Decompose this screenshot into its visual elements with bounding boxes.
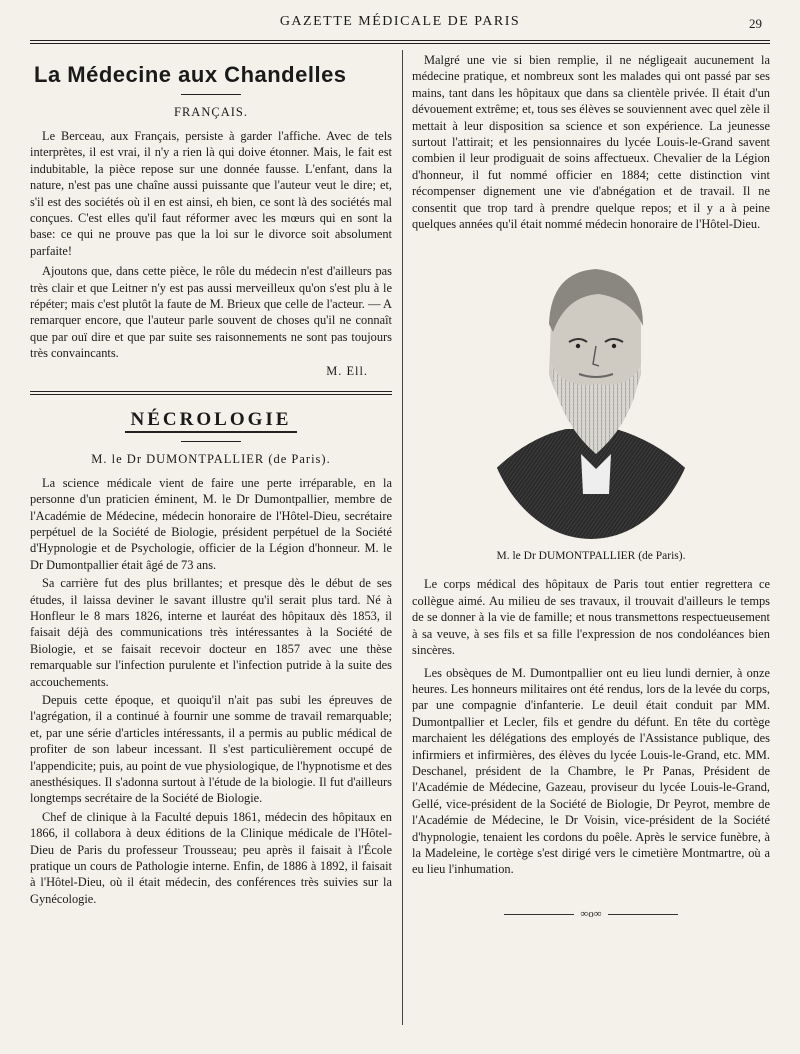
portrait-caption: M. le Dr DUMONTPALLIER (de Paris). [496, 550, 686, 563]
article-paragraph-2: Ajoutons que, dans cette pièce, le rôle du médecin n'est d'ailleurs pas très clair et que Leitner n'y est pas aussi merveilleux qu'on s'est plu à le répéter; mais c'est plutôt la faute de M. Brieux que celle de l'acteur. — A remarquer encore, que l'auteur parle souvent de choses qu'il ne connaît que par ouï dire et que par suite ses raisonnements ne sont pas toujours très convaincants. [30, 264, 392, 361]
page-number: 29 [749, 16, 762, 31]
header-rule [30, 40, 770, 44]
title-rule [181, 94, 241, 95]
ornament-line-right [608, 914, 678, 915]
obituary-paragraph-7: Les obsèques de M. Dumontpallier ont eu lieu lundi dernier, à onze heures. Les honneurs militaires ont été rendus, lors de la levée du corps, par une compagnie d'infanterie. Le deuil était conduit par MM. Dumontpallier et Lecler, fils et gendre du défunt. En tête du cortège marchaient les délégations des employés de l'Assistance publique, des infirmiers et infirmières, des élèves du lycée Louis-le-Grand, etc. MM. Deschanel, président de la Chambre, le Pr Panas, Président de l'Académie de Médecine, Gazeau, proviseur du lycée Louis-le-Grand, Gellé, vice-président de la Société de Biologie, Dr Peyrot, membre de l'Académie de Médecine, le Dr Voisin, vice-président de la Société d'hypnologie, tenaient les cordons du poêle. Après le service funèbre, à la Madeleine, le cortège s'est dirigé vers le cimetière Montmartre, où a eu lieu l'inhumation. [412, 665, 770, 877]
article-signature: M. Ell. [326, 363, 368, 378]
ornament-line-left [504, 914, 574, 915]
obituary-paragraph-2: Sa carrière fut des plus brillantes; et presque dès le début de ses études, il laissa deviner le savant illustre qu'il serait plus tard. Né à Honfleur le 8 mars 1826, interne et lauréat des hôpitaux dès 1853, il faisait déjà des communications très intéressantes à la Société de Biologie, et se faisait recevoir docteur en 1857 avec une thèse remarquable sur l'infection purulente et l'infection putride à la suite des accouchements. [30, 576, 392, 689]
article-paragraph-1: Le Berceau, aux Français, persiste à garder l'affiche. Avec de tels interprètes, il est vrai, il n'y a rien là qui doive étonner. Mais, le fait est indubitable, la pièce repose sur une donnée fausse. L'enfant, dans la nature, n'est pas une chaîne aussi puissante que l'auteur veut le dire; et, s'il est des sociétés où il en est ainsi, eh bien, ce sont là des sociétés mal conçues. C'est elles qu'il faut réformer avec les mœurs qui en sont la base: ce qui ne prouve pas que la loi sur le divorce soit absolument parfaite! [30, 129, 392, 258]
obituary-paragraph-4: Chef de clinique à la Faculté depuis 1861, médecin des hôpitaux en 1866, il collabora à deux éditions de la Clinique médicale de l'Hôtel-Dieu de Paris du professeur Trousseau; peu après il faisait à l'École pratique un cours de Pathologie interne. Enfin, de 1886 à 1892, il faisait à l'Hôtel-Dieu, où il était médecin, des conférences très suivies sur la Gynécologie. [30, 809, 392, 906]
left-column [30, 52, 392, 907]
section-rule [30, 391, 392, 395]
portrait-image [481, 254, 701, 544]
obituary-heading [30, 409, 392, 431]
section-title: La Médecine aux Chandelles [34, 62, 347, 87]
portrait-engraving [481, 254, 701, 544]
right-column [412, 52, 770, 920]
ornament-glyph: ∞o∞ [580, 907, 602, 920]
obituary-paragraph-3: Depuis cette époque, et quoiqu'il n'ait pas subi les épreuves de l'agrégation, il a continué à fournir une somme de travail remarquable; et, par une série d'articles intéressants, il a permis au public médical de profiter de son labeur incessant. Il s'est particulièrement occupé de l'appendicite; puis, au point de vue physiologique, de l'hypnotisme et des anesthésiques. Il s'adonna surtout à l'étude de la biologie. Il fut d'ailleurs longtemps secrétaire de la Société de Biologie. [30, 692, 392, 806]
obituary-rule [181, 441, 241, 442]
obituary-paragraph-1: La science médicale vient de faire une perte irréparable, en la personne d'un praticien éminent, M. le Dr Dumontpallier, membre de l'Académie de Médecine, médecin honoraire de l'Hôtel-Dieu, secrétaire perpétuel de la Société de Biologie, président perpétuel de la Société d'Hypnologie et de Psychologie, officier de la Légion d'honneur. M. le Dr Dumontpallier était âgé de 73 ans. [30, 475, 392, 572]
obituary-paragraph-5: Malgré une vie si bien remplie, il ne négligeait aucunement la médecine pratique, et nombreux sont les malades qui ont passé par ses mains, tant dans les hôpitaux que dans sa clientèle privée. Il était d'un dévouement extrême; et, tous ses élèves se souviennent avec quel zèle il mettait à leur disposition sa science et son expérience. La jeunesse surtout l'attirait; et les pensionnaires du lycée Louis-le-Grand savent combien il leur prodiguait de soins affectueux. Chevalier de la Légion d'honneur, il fut nommé officier en 1884; cette distinction vint récompenser dignement une vie d'abnégation et de travail. Il ne consentit que trop tard à prendre quelque repos; et il y a à peine quelques années qu'il était nommé médecin honoraire de l'Hôtel-Dieu. [412, 53, 770, 232]
end-ornament [412, 908, 770, 920]
obituary-heading-text: NÉCROLOGIE [125, 409, 298, 433]
journal-title: GAZETTE MÉDICALE DE PARIS [279, 14, 521, 29]
page-header [30, 14, 770, 34]
obituary-subheading: M. le Dr DUMONTPALLIER (de Paris). [91, 451, 331, 466]
column-divider [402, 50, 403, 1025]
obituary-paragraph-6: Le corps médical des hôpitaux de Paris tout entier regrettera ce collègue aimé. Au milieu de ses travaux, il trouvait d'ailleurs le temps de se donner à la vie de famille; et nous transmettons respectueusement à sa veuve, à ses fils et sa fille l'expression de nos condoléances bien sincères. [412, 577, 770, 658]
theatre-subheading: FRANÇAIS. [174, 105, 248, 119]
